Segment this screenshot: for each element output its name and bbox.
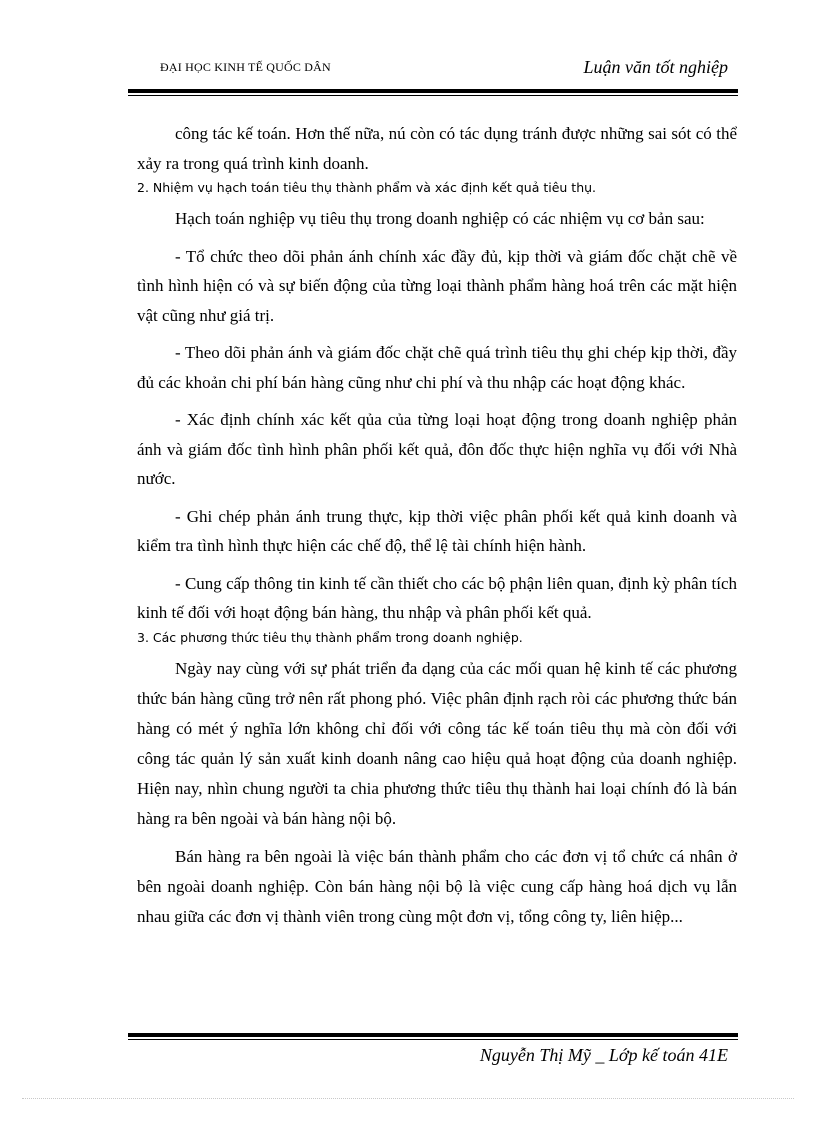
footer-rule <box>128 1033 738 1040</box>
paragraph: công tác kế toán. Hơn thế nữa, nú còn có tác dụng tránh được những sai sót có thể xảy ra trong quá trình kinh doanh. <box>137 124 737 173</box>
header-thesis-title: Luận văn tốt nghiệp <box>583 57 728 77</box>
paragraph: - Xác định chính xác kết qủa của từng loại hoạt động trong doanh nghiệp phản ánh và giám đốc tình hình phân phối kết quả, đôn đốc thực hiện nghĩa vụ đối với Nhà nước. <box>137 410 737 488</box>
section-heading-2: 2. Nhiệm vụ hạch toán tiêu thụ thành phẩm và xác định kết quả tiêu thụ. <box>137 180 597 195</box>
footer-author: Nguyễn Thị Mỹ _ Lớp kế toán 41E <box>479 1045 728 1065</box>
header-rule <box>128 89 738 96</box>
paragraph: Ngày nay cùng với sự phát triển đa dạng của các mối quan hệ kinh tế các phương thức bán hàng cũng trở nên rất phong phó. Việc phân định rạch ròi các phương thức bán hàng có mét ý nghĩa lớn không chỉ đối với công tác kế toán tiêu thụ mà còn đối với công tác quản lý sản xuất kinh doanh nâng cao hiệu quả hoạt động của doanh nghiệp. Hiện nay, nhìn chung người ta chia phương thức tiêu thụ thành hai loại chính đó là bán hàng ra bên ngoài và bán hàng nội bộ. <box>137 658 737 828</box>
paragraph: Bán hàng ra bên ngoài là việc bán thành phẩm cho các đơn vị tổ chức cá nhân ở bên ngoài doanh nghiệp. Còn bán hàng nội bộ là việc cung cấp hàng hoá dịch vụ lẫn nhau giữa các đơn vị thành viên trong cùng một đơn vị, tổng công ty, liên hiệp... <box>137 846 737 926</box>
paragraph: - Cung cấp thông tin kinh tế cần thiết cho các bộ phận liên quan, định kỳ phân tích kinh tế đối với hoạt động bán hàng, thu nhập và phân phối kết quả. <box>137 573 737 622</box>
paragraph: Hạch toán nghiệp vụ tiêu thụ trong doanh nghiệp có các nhiệm vụ cơ bản sau: <box>175 209 705 228</box>
section-heading-3: 3. Các phương thức tiêu thụ thành phẩm trong doanh nghiệp. <box>137 629 523 645</box>
paragraph: - Theo dõi phản ánh và giám đốc chặt chẽ quá trình tiêu thụ ghi chép kịp thời, đầy đủ các khoản chi phí bán hàng cũng như chi phí và thu nhập các hoạt động khác. <box>137 343 737 392</box>
header-university: ĐẠI HỌC KINH TẾ QUỐC DÂN <box>160 60 331 74</box>
page-body <box>137 119 737 940</box>
paragraph: - Tổ chức theo dõi phản ánh chính xác đầy đủ, kịp thời và giám đốc chặt chẽ về tình hình hiện có và sự biến động của từng loại thành phẩm hàng hoá trên các mặt hiện vật cũng như giá trị. <box>137 246 737 325</box>
paragraph: - Ghi chép phản ánh trung thực, kịp thời việc phân phối kết quả kinh doanh và kiểm tra tình hình thực hiện các chế độ, thể lệ tài chính hiện hành. <box>137 506 737 555</box>
page-edge-divider <box>22 1098 794 1099</box>
